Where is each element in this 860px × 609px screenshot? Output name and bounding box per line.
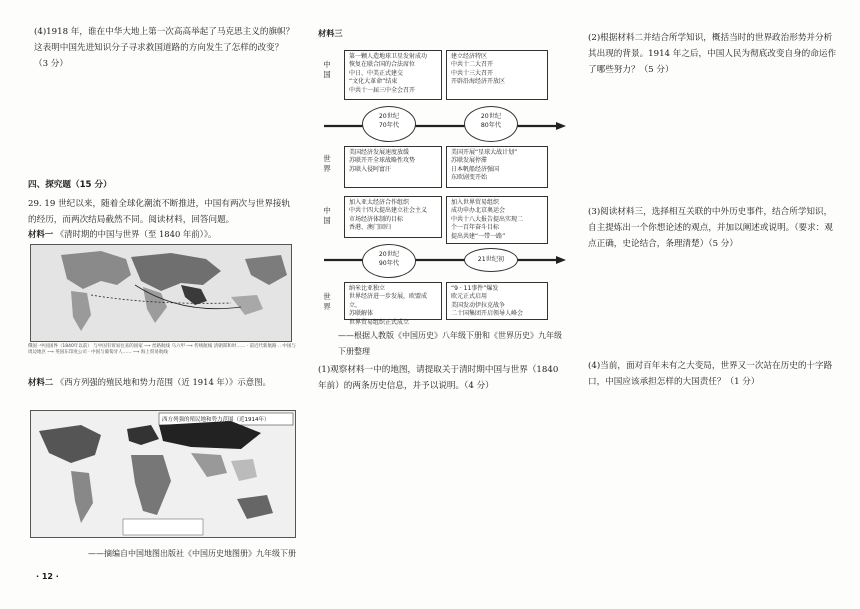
question-2: (2)根据材料二并结合所学知识，概括当时的世界政治形势并分析其出现的背景。1914 年之后，中国人民为彻底改变自身的命运作了哪些努力？（5 分）	[588, 33, 837, 75]
material-2-label: 材料二	[28, 377, 54, 387]
box-world-80s: 美国开展“星球大战计划” 苏联发展停滞 日本帆船经济强国 东欧剧变开始	[446, 146, 548, 188]
world-map-image	[31, 245, 292, 342]
box-china-90s: 加入亚太经济合作组织 中共十四大提出建立社会主义 市场经济体制的目标 香港、澳门回归	[344, 196, 442, 238]
question-4-left: (4)1918 年，谁在中华大地上第一次高高举起了马克思主义的旗帜？这表明中国先进知识分子寻求救国道路的方向发生了怎样的改变？（3 分）	[34, 27, 295, 69]
box-china-21c: 加入世界贸易组织 成功申办北京奥运会 中共十八大报告提出实现二 个一百年奋斗目标 提出共建“一带一路”	[446, 196, 548, 244]
timeline-figure	[318, 46, 568, 324]
material-1-label: 材料一	[28, 229, 54, 239]
box-world-21c: “9 · 11事件”爆发 欧元正式启用 美国发动伊拉克战争 二十国集团开启领导人峰会	[446, 282, 548, 320]
material-1-caption	[28, 228, 216, 240]
section-title: 四、探究题（15 分）	[28, 180, 112, 190]
colonial-map-image	[31, 411, 296, 538]
material-1-text: 《清时期的中国与世界（至 1840 年前）》。	[55, 229, 217, 239]
row-label-world-2: 世界	[323, 292, 331, 311]
map-colonies-1914	[30, 410, 296, 538]
question-1: (1)观察材料一中的地图，请提取关于清时期中国与世界（1840 年前）的两条历史信息，并予以说明。（4 分）	[318, 365, 559, 391]
question-3: (3)阅读材料三，选择相互关联的中外历史事件，结合所学知识，自主提炼出一个你想论述的观点，并加以阐述或说明。（要求：观点正确，史论结合，条理清楚）（5 分）	[588, 207, 833, 249]
map-2-title: 西方列强的殖民地和势力范围（近1914年）	[162, 417, 270, 423]
material-2-caption	[28, 374, 296, 390]
material-3-source: ——根据人教版《中国历史》八年级下册和《世界历史》九年级下册整理	[338, 331, 562, 356]
oval-1980s: 20世纪 80年代	[464, 106, 518, 142]
question-4-right: (4)当前，面对百年未有之大变局，世界又一次站在历史的十字路口，中国应该承担怎样的大国责任？（1 分）	[588, 361, 833, 387]
box-china-70s: 第一颗人造地球卫星发射成功 恢复在联合国的合法席位 中日、中美正式建交 “文化大革命”结束 中共十一届三中全会召开	[344, 50, 442, 100]
box-china-80s: 建立经济特区 中共十二大召开 中共十三大召开 开辟沿海经济开放区	[446, 50, 548, 100]
material-3-title: 材料三	[318, 28, 343, 38]
box-world-70s: 美国经济发展速度放缓 苏联开开全球战略性攻势 苏联入侵阿富汗	[344, 146, 442, 188]
page-number: · 12 ·	[36, 572, 59, 581]
map-1-legend: 俄国 ·中国国界（1840年以前） 与中国有贸易往来的国家 ⟶ 丝路航线 马六甲 ⟶ 传统航线 清朝郑和时…… · 前近代新航路 ‥ 中国与周边地区 ⟶ 英国东印度公司 · 中国与葡萄牙人…… ⟶ 海上贸易航线	[28, 344, 296, 355]
box-world-90s: 纳米比亚独立 世界经济进一步发展，欧盟成立， 苏联解体 世界贸易组织正式成立	[344, 282, 442, 320]
row-label-china-2: 中国	[323, 206, 331, 225]
row-label-china-1: 中国	[323, 60, 331, 79]
oval-1970s: 20世纪 70年代	[362, 106, 416, 142]
oval-1990s: 20世纪 90年代	[362, 244, 416, 278]
oval-21st-century: 21世纪初	[464, 248, 518, 272]
map-2-source: ——摘编自中国地图出版社《中国历史地图册》九年级下册	[88, 549, 296, 558]
map-qing-world	[30, 244, 292, 342]
material-2-text: 《西方列强的殖民地和势力范围（近 1914 年）》示意图。	[55, 377, 271, 387]
question-29: 29. 19 世纪以来，随着全球化潮流不断推进，中国有两次与世界接轨的经历，而两次结局截然不同。阅读材料，回答问题。	[28, 199, 291, 225]
row-label-world-1: 世界	[323, 154, 331, 173]
